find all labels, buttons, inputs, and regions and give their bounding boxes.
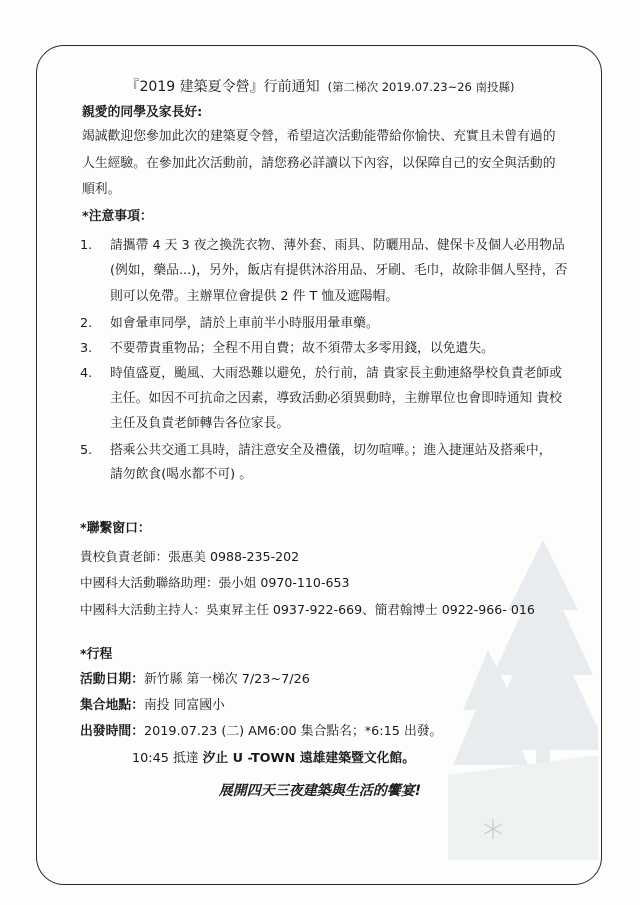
date-value: 新竹縣 第一梯次 7/23~7/26 <box>143 672 310 687</box>
greeting: 親愛的同學及家長好: <box>82 105 203 120</box>
note-5-line-1: 搭乘公共交通工具時，請注意安全及禮儀，切勿喧嘩。；進入捷運站及搭乘中， <box>110 443 552 458</box>
note-2-line-1: 如會暈車同學，請於上車前半小時服用暈車藥。 <box>110 316 379 331</box>
itinerary-heading: *行程 <box>80 647 113 662</box>
note-number-2: 2. <box>80 316 93 331</box>
depart-value: 2019.07.23 (二) AM6:00 集合點名；*6:15 出發。 <box>143 724 443 739</box>
snowflake-icon <box>482 818 504 840</box>
date-row <box>80 671 310 688</box>
pine-trees-watermark <box>448 540 598 860</box>
arrive-place: 汐止 U -TOWN 遠雄建築暨文化館。 <box>202 751 416 766</box>
date-label: 活動日期： <box>80 672 144 687</box>
intro-line-1: 竭誠歡迎您參加此次的建築夏令營，希望這次活動能帶給你愉快、充實且未曾有過的 <box>82 129 556 144</box>
contacts-heading: *聯繫窗口： <box>80 521 151 536</box>
place-row <box>80 697 225 714</box>
contact-teacher: 貴校負責老師：張惠美 0988-235-202 <box>80 549 300 564</box>
title-sub: (第二梯次 2019.07.23~26 南投縣) <box>327 80 515 94</box>
note-4-line-3: 主任及負責老師轉告各位家長。 <box>110 416 290 431</box>
note-3-line-1: 不要帶貴重物品；全程不用自費；故不須帶太多零用錢，以免遺失。 <box>110 341 494 356</box>
page-title <box>0 76 640 96</box>
title-main: 『2019 建築夏令營』行前通知 <box>125 79 320 95</box>
contact-host: 中國科大活動主持人：吳東昇主任 0937-922-669、簡君翰博士 0922-966- 016 <box>80 602 535 617</box>
note-number-3: 3. <box>80 341 93 356</box>
note-1-line-3: 則可以免帶。主辦單位會提供 2 件 T 恤及遮陽帽。 <box>110 289 399 304</box>
note-1-line-1: 請攜帶 4 天 3 夜之換洗衣物、薄外套、雨具、防曬用品、健保卡及個人必用物品 <box>110 238 565 253</box>
closing-slogan: 展開四天三夜建築與生活的饗宴! <box>218 783 422 799</box>
note-5-line-2: 請勿飲食(喝水都不可) 。 <box>110 467 253 482</box>
arrive-row <box>132 750 415 767</box>
intro-line-3: 順利。 <box>82 182 121 197</box>
intro-line-2: 人生經驗。在參加此次活動前，請您務必詳讀以下內容，以保障自己的安全與活動的 <box>82 156 556 171</box>
note-4-line-2: 主任。如因不可抗命之因素，導致活動必須異動時，主辦單位也會即時通知 貴校 <box>110 391 562 406</box>
notes-heading: *注意事項： <box>82 209 153 224</box>
note-4-line-1: 時值盛夏，颱風、大雨恐難以避免，於行前，請 貴家長主動連絡學校負責老師或 <box>110 366 562 381</box>
place-value: 南投 同富國小 <box>143 698 225 713</box>
contact-assistant: 中國科大活動聯絡助理：張小姐 0970-110-653 <box>80 575 350 590</box>
place-label: 集合地點： <box>80 698 144 713</box>
depart-label: 出發時間： <box>80 724 144 739</box>
note-1-line-2: (例如，藥品...)，另外，飯店有提供沐浴用品、牙刷、毛巾，故除非個人堅持，否 <box>110 263 568 278</box>
note-number-1: 1. <box>80 238 93 253</box>
note-number-4: 4. <box>80 366 93 381</box>
depart-row <box>80 723 442 740</box>
note-number-5: 5. <box>80 443 93 458</box>
arrive-time: 10:45 抵達 <box>132 751 199 766</box>
